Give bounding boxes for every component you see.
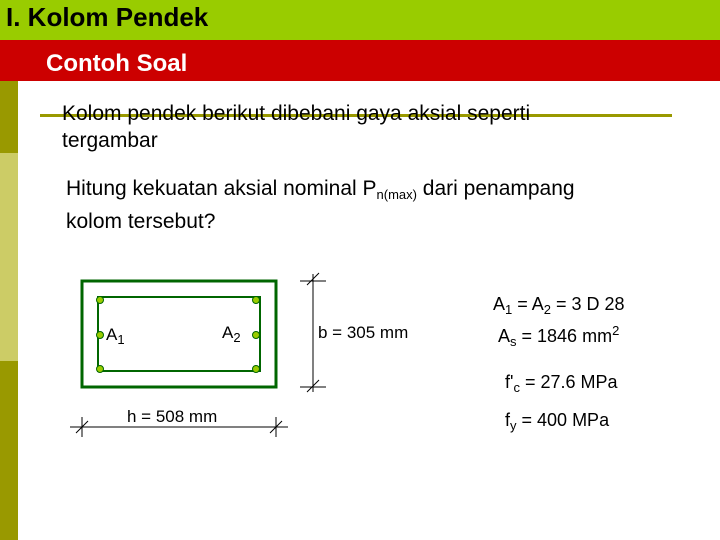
spec-fy-sub: y — [510, 418, 517, 433]
spec-areas-tail: = 3 D 28 — [551, 294, 625, 314]
spec-as-base: A — [498, 326, 511, 346]
question-pre: Hitung kekuatan aksial nominal P — [66, 177, 377, 200]
label-a1-sub: 1 — [117, 332, 125, 347]
spec-fc — [505, 372, 618, 395]
spec-areas-a1: A — [493, 294, 506, 314]
spec-areas-mid: = A — [512, 294, 544, 314]
spec-as-sup: 2 — [612, 323, 620, 338]
spec-as — [498, 323, 619, 349]
label-a1-base: A — [106, 325, 118, 344]
spec-fy — [505, 410, 609, 433]
label-a1 — [106, 325, 125, 347]
spec-areas-a2-sub: 2 — [543, 302, 552, 317]
problem-line-2: tergambar — [62, 129, 158, 152]
spec-fc-base: f' — [505, 372, 514, 392]
spec-fy-tail: = 400 MPa — [516, 410, 610, 430]
h-dimension-label: h = 508 mm — [127, 407, 218, 426]
spec-fy-base: f — [505, 410, 511, 430]
spec-fc-tail: = 27.6 MPa — [519, 372, 618, 392]
question-sub: n(max) — [376, 187, 417, 202]
label-a2-sub: 2 — [233, 330, 241, 345]
label-a2-base: A — [222, 323, 234, 342]
spec-fc-sub: c — [513, 380, 520, 395]
rebar-dot — [97, 332, 104, 339]
spec-areas-a1-sub: 1 — [505, 302, 513, 317]
rebar-dot — [253, 332, 260, 339]
rebar-dot — [97, 297, 104, 304]
spec-areas — [493, 294, 625, 317]
label-a2 — [222, 323, 241, 345]
b-dimension-label: b = 305 mm — [318, 323, 409, 342]
slide-subtitle: Contoh Soal — [46, 50, 188, 77]
rebar-dot — [97, 366, 104, 373]
problem-line-1: Kolom pendek berikut dibebani gaya aksial seperti — [62, 102, 531, 125]
rebar-dot — [253, 297, 260, 304]
spec-as-sub: s — [510, 334, 517, 349]
question-post: dari penampang — [416, 177, 575, 200]
rebar-dot — [253, 366, 260, 373]
question-line-2: kolom tersebut? — [66, 210, 216, 233]
slide-title: I. Kolom Pendek — [6, 2, 209, 32]
spec-as-tail: = 1846 mm — [516, 326, 613, 346]
